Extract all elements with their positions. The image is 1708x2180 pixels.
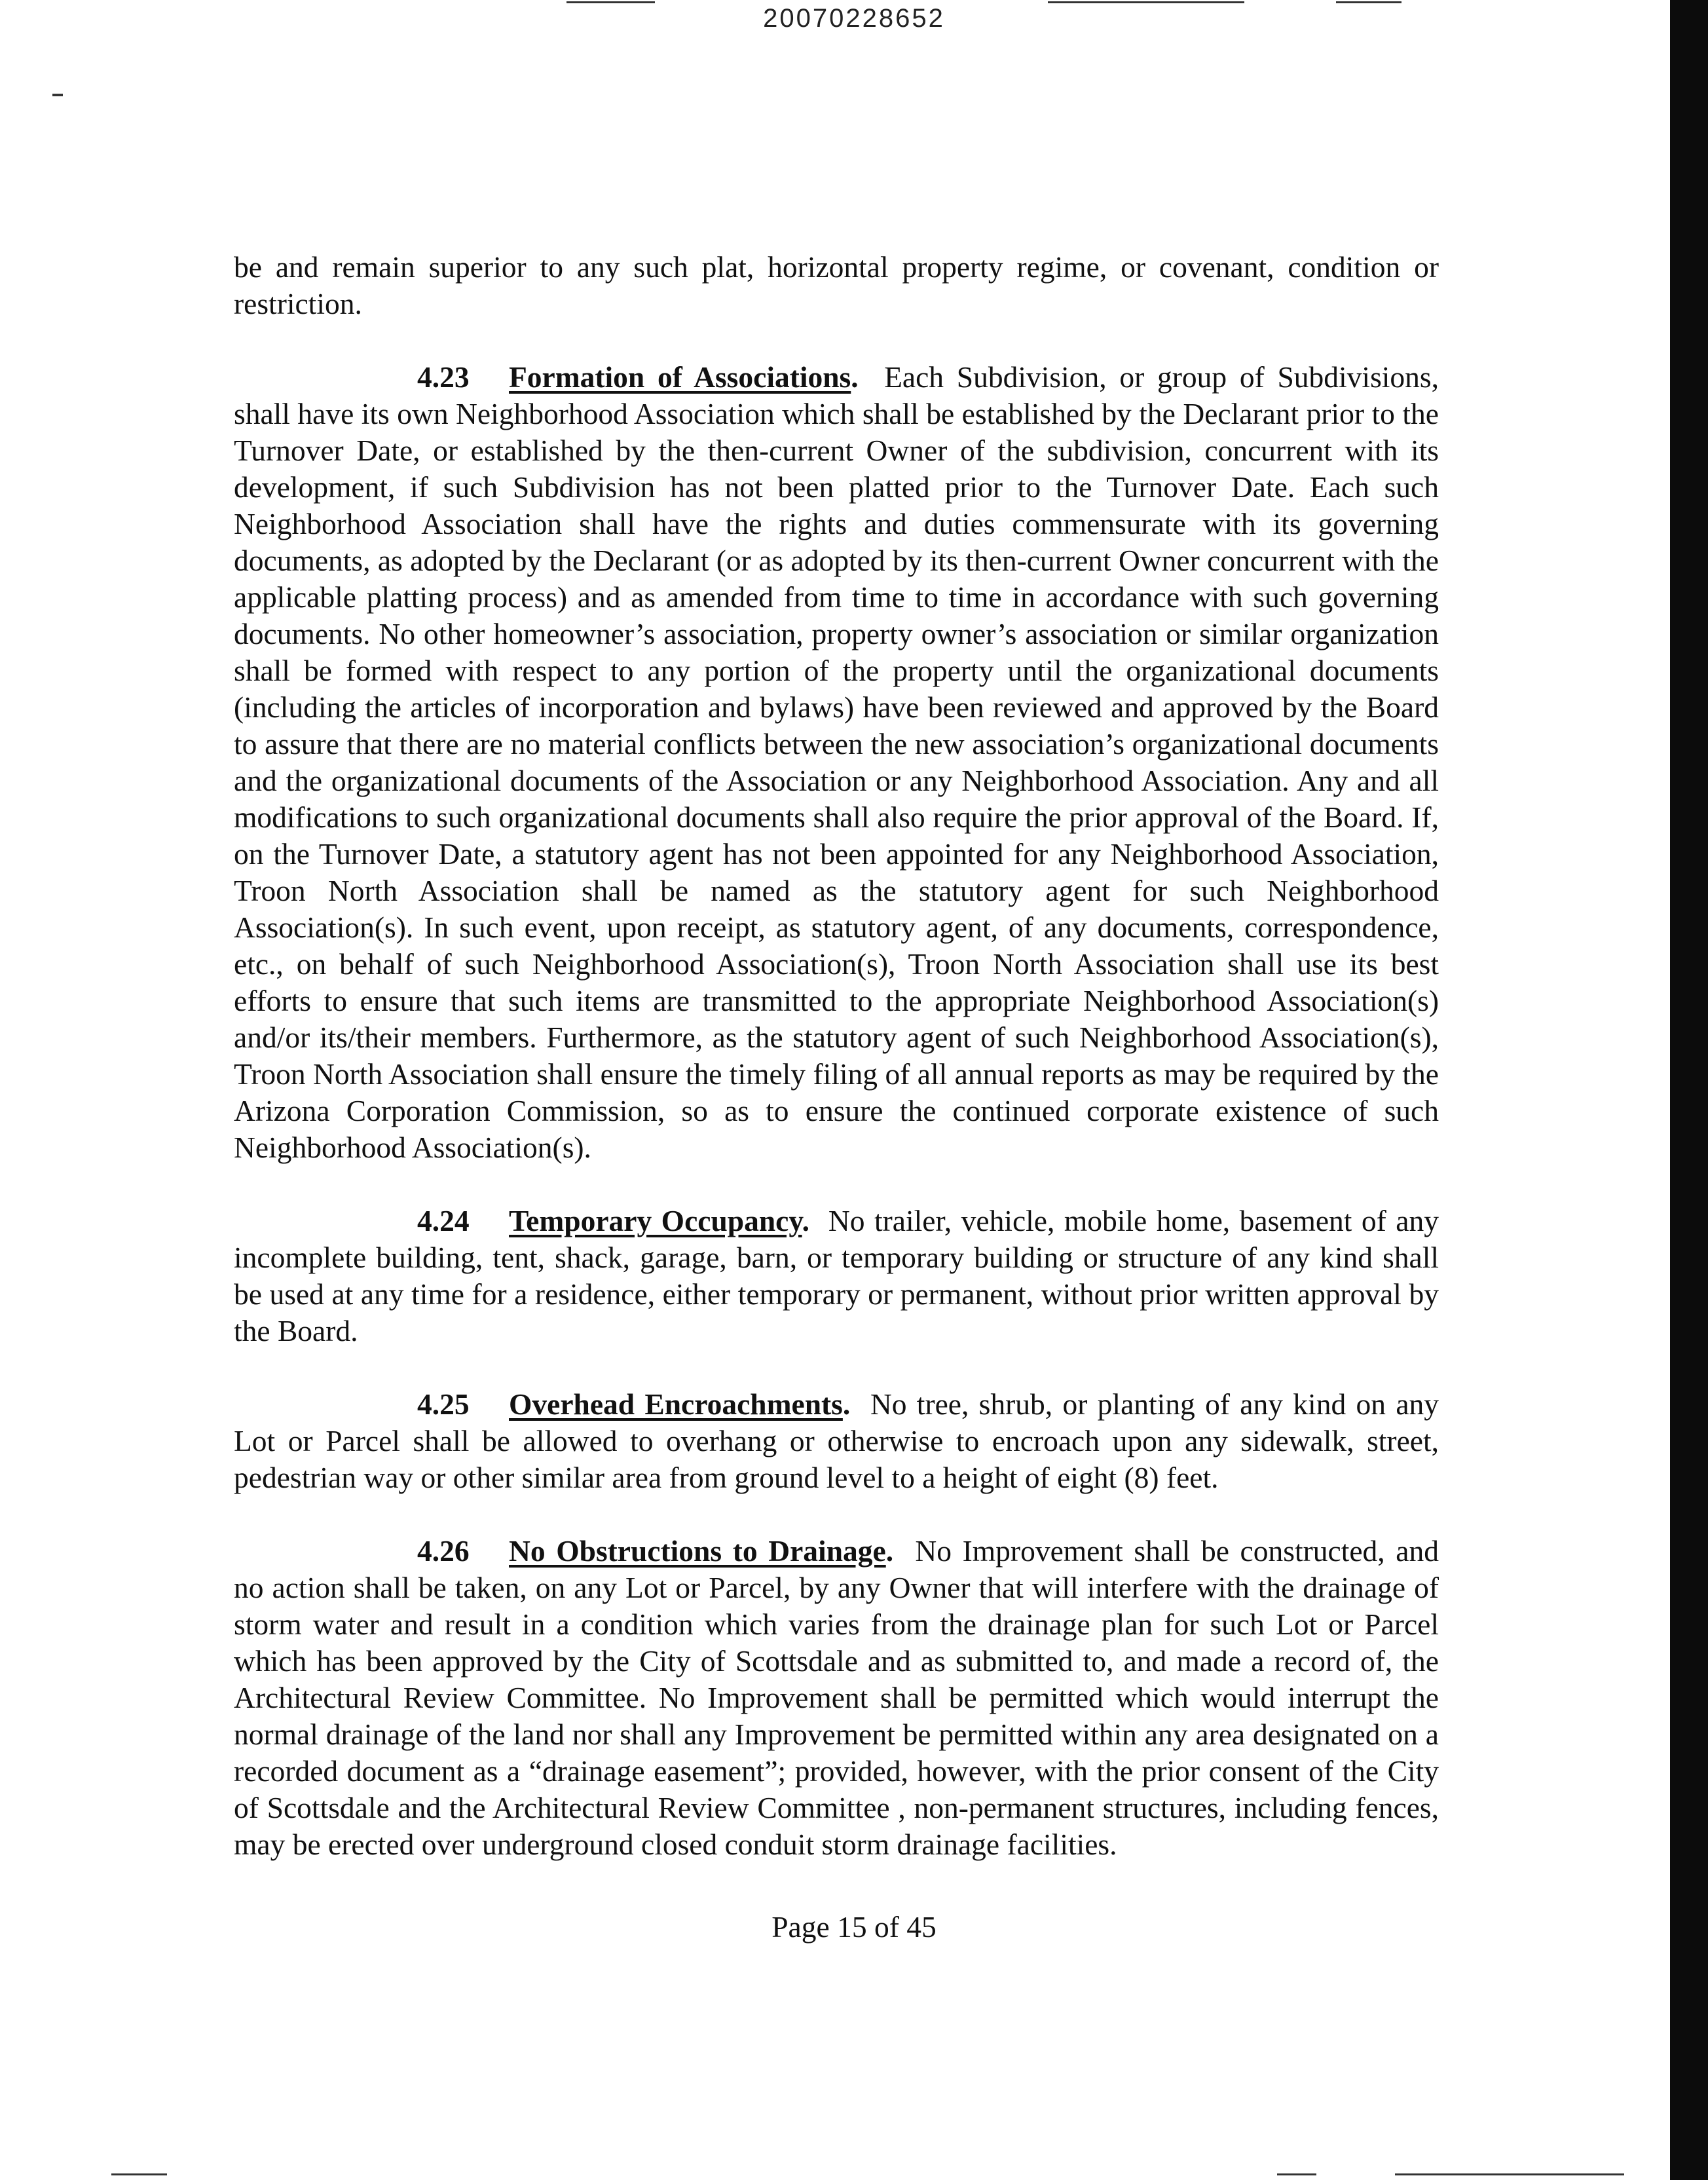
scan-mark [1336, 1, 1402, 3]
section-number: 4.23 [417, 360, 470, 394]
section-number: 4.24 [417, 1204, 470, 1237]
recording-number: 20070228652 [763, 4, 945, 33]
section-heading: Overhead Encroachments [509, 1387, 843, 1421]
document-body [234, 249, 1439, 1900]
section-text: No tree, shrub, or planting of any kind on any Lot or Parcel shall be allowed to overhang or otherwise to encroach upon any sidewalk, street, pedestrian way or other similar area from ground level to a height of eight (8) feet. [234, 1387, 1439, 1494]
section-number: 4.25 [417, 1387, 470, 1421]
scan-mark [566, 1, 655, 3]
scan-mark [1048, 1, 1244, 3]
section-4-23: 4.23 Formation of Associations. Each Subdivision, or group of Subdivisions, shall have its own Neighborhood Association which shall be established by the Declarant prior to the Turnover Date, or established by the then-current Owner of the subdivision, concurrent with its development, if such Subdivision has not been platted prior to the Turnover Date. Each such Neighborhood Association shall have the rights and duties commensurate with its governing documents, as adopted by the Declarant (or as adopted by its then-current Owner concurrent with the applicable platting process) and as amended from time to time in accordance with such governing documents. No other homeowner’s association, property owner’s association or similar organization shall be formed with respect to any portion of the property until the organizational documents (including the articles of incorporation and bylaws) have been reviewed and approved by the Board to assure that there are no material conflicts between the new association’s organizational documents and the organizational documents of the Association or any Neighborhood Association. Any and all modifications to such organizational documents shall also require the prior approval of the Board. If, on the Turnover Date, a statutory agent has not been appointed for any Neighborhood Association, Troon North Association shall be named as the statutory agent for such Neighborhood Association(s). In such event, upon receipt, as statutory agent, of any documents, correspondence, etc., on behalf of such Neighborhood Association(s), Troon North Association shall use its best efforts to ensure that such items are transmitted to the appropriate Neighborhood Association(s) and/or its/their members. Furthermore, as the statutory agent of such Neighborhood Association(s), Troon North Association shall ensure the timely filing of all annual reports as may be required by the Arizona Corporation Commission, so as to ensure the continued corporate existence of such Neighborhood Association(s). [234, 360, 1439, 1164]
section-number: 4.26 [417, 1534, 470, 1568]
section-heading: Temporary Occupancy [509, 1204, 802, 1237]
section-4-25: 4.25 Overhead Encroachments. No tree, shrub, or planting of any kind on any Lot or Parcel shall be allowed to overhang or otherwise to encroach upon any sidewalk, street, pedestrian way or other similar area from ground level to a height of eight (8) feet. [234, 1387, 1439, 1494]
scan-mark [1277, 2173, 1316, 2175]
page-number: Page 15 of 45 [771, 1910, 937, 1944]
scan-edge [1670, 0, 1708, 2180]
section-4-24: 4.24 Temporary Occupancy. No trailer, vehicle, mobile home, basement of any incomplete building, tent, shack, garage, barn, or temporary building or structure of any kind shall be used at any time for a residence, either temporary or permanent, without prior written approval by the Board. [234, 1204, 1439, 1347]
section-text: Each Subdivision, or group of Subdivisions, shall have its own Neighborhood Association which shall be established by the Declarant prior to the Turnover Date, or established by the then-current Owner of the subdivision, concurrent with its development, if such Subdivision has not been platted prior to the Turnover Date. Each such Neighborhood Association shall have the rights and duties commensurate with its governing documents, as adopted by the Declarant (or as adopted by its then-current Owner concurrent with the applicable platting process) and as amended from time to time in accordance with such governing documents. No other homeowner’s association, property owner’s association or similar organization shall be formed with respect to any portion of the property until the organizational documents (including the articles of incorporation and bylaws) have been reviewed and approved by the Board to assure that there are no material conflicts between the new association’s organizational documents and the organizational documents of the Association or any Neighborhood Association. Any and all modifications to such organizational documents shall also require the prior approval of the Board. If, on the Turnover Date, a statutory agent has not been appointed for any Neighborhood Association, Troon North Association shall be named as the statutory agent for such Neighborhood Association(s). In such event, upon receipt, as statutory agent, of any documents, correspondence, etc., on behalf of such Neighborhood Association(s), Troon North Association shall use its best efforts to ensure that such items are transmitted to the appropriate Neighborhood Association(s) and/or its/their members. Furthermore, as the statutory agent of such Neighborhood Association(s), Troon North Association shall ensure the timely filing of all annual reports as may be required by the Arizona Corporation Commission, so as to ensure the continued corporate existence of such Neighborhood Association(s). [234, 360, 1439, 1164]
section-heading: No Obstructions to Drainage [509, 1534, 886, 1568]
section-4-26: 4.26 No Obstructions to Drainage. No Improvement shall be constructed, and no action shall be taken, on any Lot or Parcel, by any Owner that will interfere with the drainage of storm water and result in a condition which varies from the drainage plan for such Lot or Parcel which has been approved by the City of Scottsdale and as submitted to, and made a record of, the Architectural Review Committee. No Improvement shall be permitted which would interrupt the normal drainage of the land nor shall any Improvement be permitted within any area designated on a recorded document as a “drainage easement”; provided, however, with the prior consent of the City of Scottsdale and the Architectural Review Committee , non-permanent structures, including fences, may be erected over underground closed conduit storm drainage facilities. [234, 1534, 1439, 1861]
carryover-paragraph [234, 249, 1439, 322]
section-text: No Improvement shall be constructed, and no action shall be taken, on any Lot or Parcel, by any Owner that will interfere with the drainage of storm water and result in a condition which varies from the drainage plan for such Lot or Parcel which has been approved by the City of Scottsdale and as submitted to, and made a record of, the Architectural Review Committee. No Improvement shall be permitted which would interrupt the normal drainage of the land nor shall any Improvement be permitted within any area designated on a recorded document as a “drainage easement”; provided, however, with the prior consent of the City of Scottsdale and the Architectural Review Committee , non-permanent structures, including fences, may be erected over underground closed conduit storm drainage facilities. [234, 1534, 1439, 1861]
section-text: No trailer, vehicle, mobile home, basement of any incomplete building, tent, shack, garage, barn, or temporary building or structure of any kind shall be used at any time for a residence, either temporary or permanent, without prior written approval by the Board. [234, 1204, 1439, 1347]
scan-mark [52, 94, 63, 96]
section-heading: Formation of Associations [509, 360, 851, 394]
scan-mark [111, 2173, 167, 2175]
scan-mark [1395, 2173, 1624, 2175]
paragraph-text: be and remain superior to any such plat, horizontal property regime, or covenant, condition or restriction. [234, 250, 1439, 320]
